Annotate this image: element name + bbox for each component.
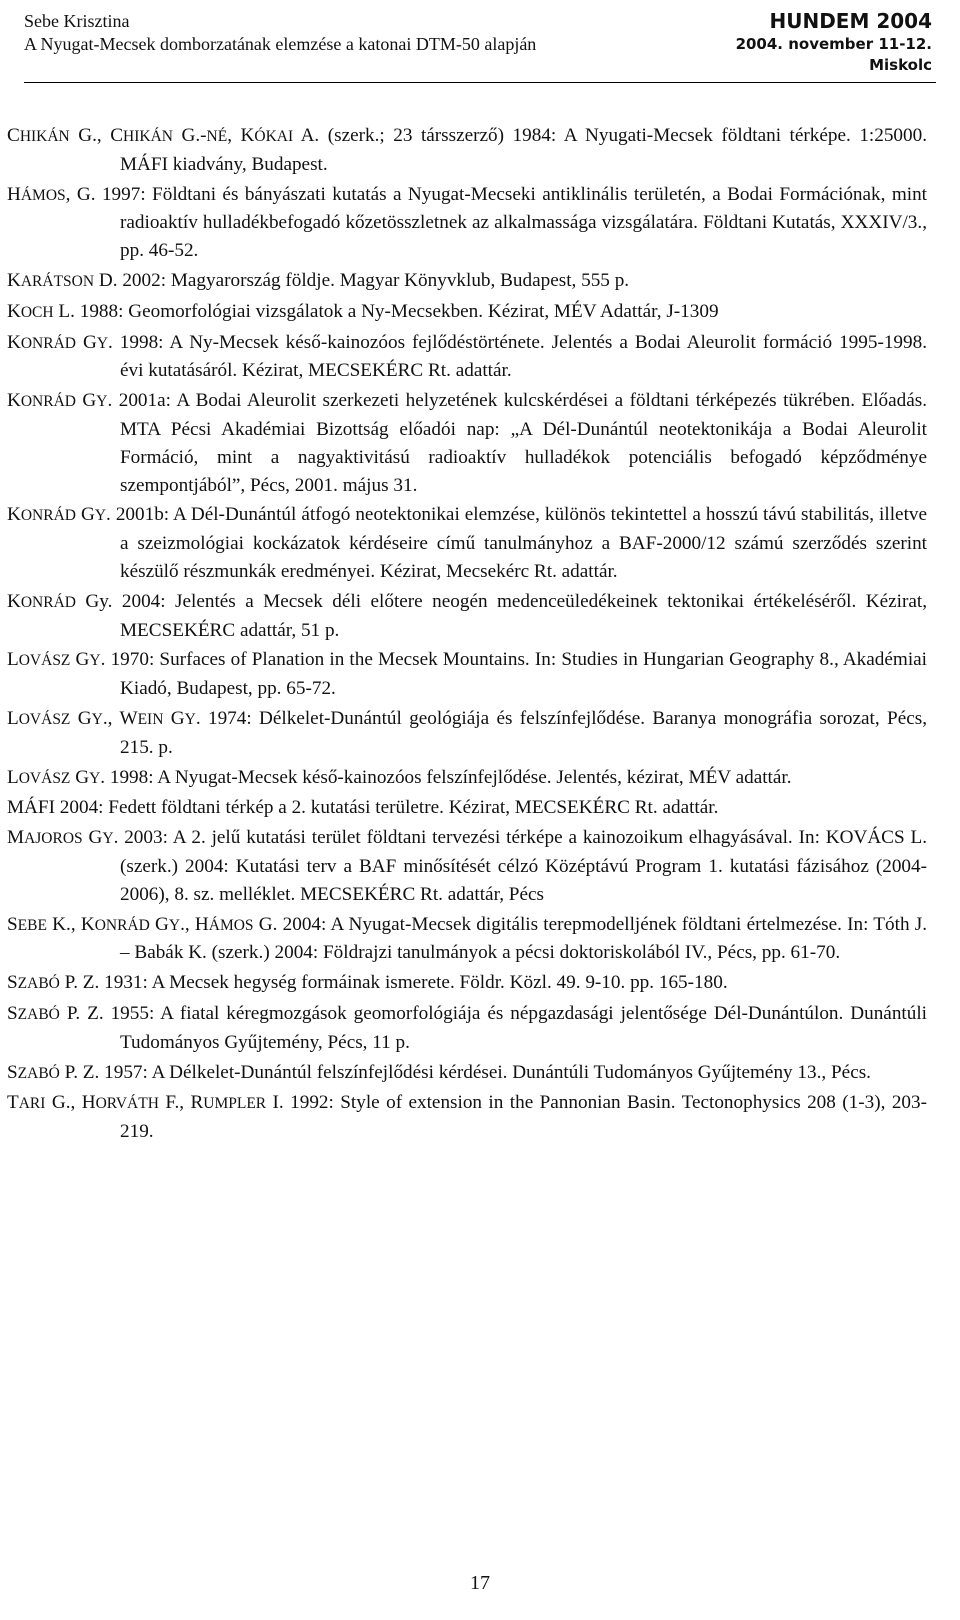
reference-authors: MÁFI [7,797,55,819]
reference-entry [7,911,927,968]
reference-entry [7,1000,927,1057]
reference-authors: LOVÁSZ GY. [7,766,106,788]
reference-body: 2003: A 2. jelű kutatási terület földtani tervezési térképe a kainozoikum elhagyásával. In: KOVÁCS L. (szerk.) 2004: Kutatási terv a BAF minősítését célzó Középtávú Program 1. kutatási fázisához (2004-2006), 8. sz. melléklet. MECSEKÉRC Rt. adattár, Pécs [118,827,928,905]
reference-authors: SZABÓ P. Z. [7,1061,100,1083]
reference-body: 1931: A Mecsek hegység formáinak ismerete. Földr. Közl. 49. 9-10. pp. 165-180. [99,972,728,994]
reference-body: 2004: Jelentés a Mecsek déli előtere neogén medenceüledékeinek tektonikai értékeléséről. Kézirat, MECSEKÉRC adattár, 51 p. [112,590,927,641]
reference-entry [7,969,927,998]
reference-body: 2004: A Nyugat-Mecsek digitális terepmodelljének földtani értelmezése. In: Tóth J. – Babák K. (szerk.) 2004: Földrajzi tanulmányok a pécsi doktoriskolából IV., Pécs, pp. 61-70. [120,913,928,964]
reference-entry [7,1059,927,1088]
reference-entry [7,387,927,499]
reference-entry [7,501,927,585]
reference-authors: KONRÁD GY. [7,390,113,412]
header-city: Miskolc [869,56,932,74]
reference-body: 2001a: A Bodai Aleurolit szerkezeti helyzetének kulcskérdései a földtani térképezés tükrében. Előadás. MTA Pécsi Akadémiai Bizottság előadói nap: „A Dél-Dunántúl neotektonikája a Bodai Aleurolit Formáció, mint a nagyaktivitású radioaktív hulladékok potenciális befogadó képződménye szempontjából”, Pécs, 2001. május 31. [112,390,928,496]
reference-authors: KONRÁD GY. [7,504,111,526]
reference-body: 1997: Földtani és bányászati kutatás a Nyugat-Mecseki antiklinális területén, a Bodai Formációnak, mint radioaktív hulladékbefogadó kőzetösszletnek az alkalmassága vizsgálatára. Földtani Kutatás, XXXIV/3., pp. 46-52. [95,183,928,262]
page-number: 17 [470,1572,490,1594]
header-conference: HUNDEM 2004 [769,9,932,33]
reference-authors: HÁMOS, G. [7,183,96,205]
reference-authors: TARI G., HORVÁTH F., RUMPLER I. [7,1092,284,1114]
reference-authors: MAJOROS GY. [7,827,119,849]
reference-entry [7,181,927,265]
reference-body: 2004: Fedett földtani térkép a 2. kutatási területre. Kézirat, MECSEKÉRC Rt. adattár. [54,797,719,819]
reference-body: 1992: Style of extension in the Pannonian Basin. Tectonophysics 208 (1-3), 203-219. [120,1092,927,1143]
header-author: Sebe Krisztina [24,11,130,31]
reference-entry [7,298,927,327]
reference-entry [7,646,927,703]
reference-authors: SZABÓ P. Z. [7,972,100,994]
reference-entry [7,824,927,908]
reference-body: 2002: Magyarország földje. Magyar Könyvklub, Budapest, 555 p. [117,269,630,291]
reference-body: 1988: Geomorfológiai vizsgálatok a Ny-Mecsekben. Kézirat, MÉV Adattár, J-1309 [74,300,719,322]
reference-authors: KONRÁD Gy. [7,590,113,612]
reference-body: 1974: Délkelet-Dunántúl geológiája és felszínfejlődése. Baranya monográfia sorozat, Pécs, 215. p. [120,707,927,758]
reference-authors: KARÁTSON D. [7,269,118,291]
reference-body: 1998: A Nyugat-Mecsek késő-kainozóos felszínfejlődése. Jelentés, kézirat, MÉV adattár. [105,766,792,788]
reference-entry [7,122,927,179]
reference-authors: SEBE K., KONRÁD GY., HÁMOS G. [7,913,278,935]
header-divider [24,82,936,83]
reference-entry [7,705,927,762]
header-left [24,10,536,56]
reference-authors: KOCH L. [7,300,75,322]
header-date: 2004. november 11-12. [735,35,932,53]
reference-authors: LOVÁSZ GY. [7,649,106,671]
reference-body: 2001b: A Dél-Dunántúl átfogó neotektonikai elemzése, különös tekintettel a hosszú távú stabilitás, illetve a szeizmológiai kockázatok kérdéseire című tanulmányhoz a BAF-2000/12 számú szerződés szerint készülő részmunkák eredményei. Kézirat, Mecsekérc Rt. adattár. [110,504,928,582]
reference-authors: SZABÓ P. Z. [7,1002,104,1024]
reference-entry [7,588,927,645]
reference-entry [7,267,927,296]
reference-authors: LOVÁSZ GY., WEIN GY. [7,707,201,729]
reference-entry [7,329,927,386]
reference-body: 1970: Surfaces of Planation in the Mecsek Mountains. In: Studies in Hungarian Geography 8., Akadémiai Kiadó, Budapest, pp. 65-72. [105,649,927,700]
reference-authors: KONRÁD GY. [7,331,113,353]
reference-entry [7,794,927,822]
reference-entry [7,1089,927,1146]
reference-body: (szerk.; 23 társszerző) 1984: A Nyugati-Mecsek földtani térképe. 1:25000. MÁFI kiadvány, Budapest. [120,125,928,175]
header-right [736,8,932,76]
header-paper-title: A Nyugat-Mecsek domborzatának elemzése a katonai DTM-50 alapján [24,34,537,54]
reference-list [7,122,927,1148]
reference-body: 1955: A fiatal kéregmozgások geomorfológiája és népgazdasági jelentősége Dél-Dunántúlon. Dunántúli Tudományos Gyűjtemény, Pécs, 11 p. [103,1002,927,1053]
reference-entry [7,764,927,793]
reference-authors: CHIKÁN G., CHIKÁN G.-NÉ, KÓKAI A. [7,125,320,146]
reference-body: 1998: A Ny-Mecsek késő-kainozóos fejlődéstörténete. Jelentés a Bodai Aleurolit formáció 1995-1998. évi kutatásáról. Kézirat, MECSEKÉRC Rt. adattár. [112,331,928,382]
page-header [24,10,936,76]
reference-body: 1957: A Délkelet-Dunántúl felszínfejlődési kérdései. Dunántúli Tudományos Gyűjtemény 13., Pécs. [99,1061,871,1083]
